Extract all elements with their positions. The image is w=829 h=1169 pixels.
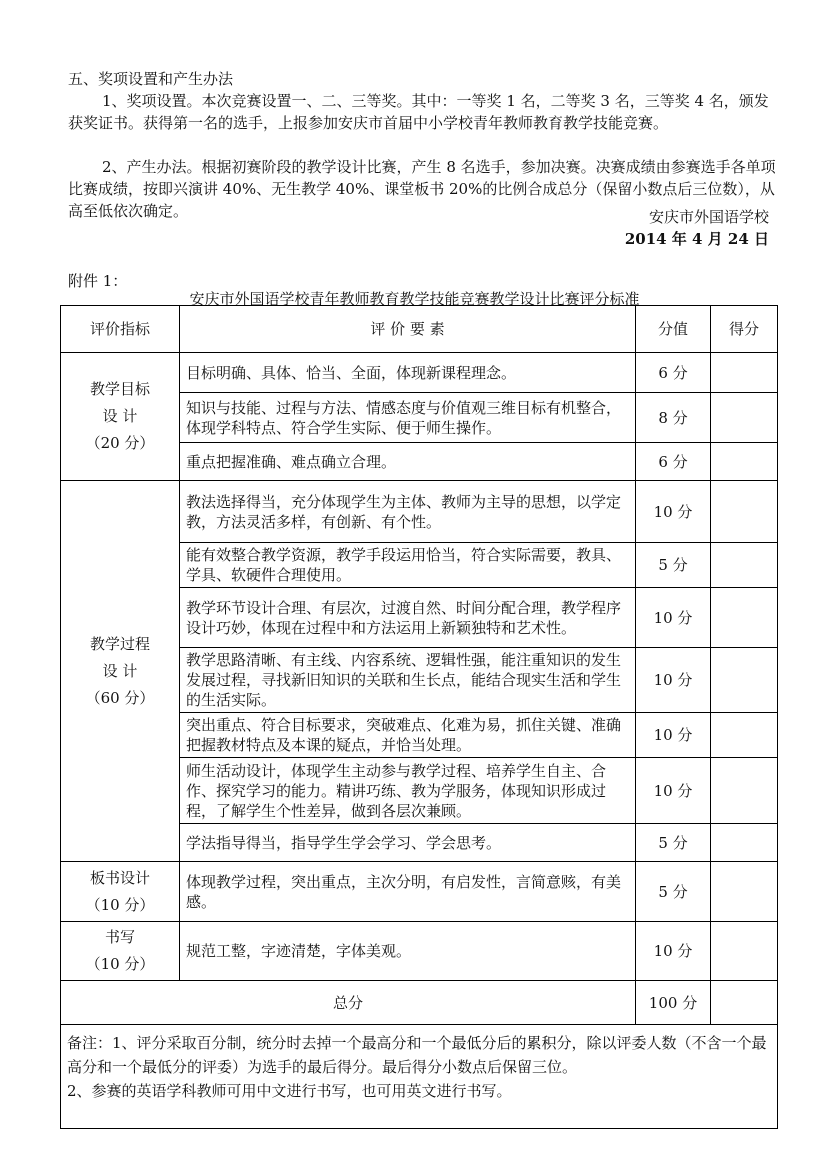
total-blank (711, 981, 778, 1025)
method-paragraph: 2、产生办法。根据初赛阶段的教学设计比赛，产生 8 名选手，参加决赛。决赛成绩由参赛选手各单项比赛成绩，按即兴演讲 40%、无生教学 40%、课堂板书 20%的比例合成总分（保留小数点后三位数），从高至低依次确定。 (68, 158, 776, 220)
score-blank-cell (711, 758, 778, 824)
category-cell: 教学目标 设 计 （20 分） (61, 353, 180, 481)
criterion-cell: 突出重点、符合目标要求，突破难点、化难为易，抓住关键、准确把握教材特点及本课的疑点，并恰当处理。 (180, 713, 636, 758)
points-cell: 10 分 (636, 481, 711, 543)
header-criteria: 评 价 要 素 (180, 306, 636, 353)
criterion-cell: 学法指导得当，指导学生学会学习、学会思考。 (180, 824, 636, 862)
category-cell: 书写 （10 分） (61, 922, 180, 981)
note-row (61, 1025, 778, 1129)
award-paragraph: 1、奖项设置。本次竞赛设置一、二、三等奖。其中：一等奖 1 名，二等奖 3 名，三等奖 4 名，颁发获奖证书。获得第一名的选手，上报参加安庆市首届中小学校青年教师教育教学技能竞赛。 (68, 92, 769, 132)
score-blank-cell (711, 588, 778, 648)
points-cell: 5 分 (636, 862, 711, 922)
criterion-cell: 目标明确、具体、恰当、全面，体现新课程理念。 (180, 353, 636, 393)
points-cell: 10 分 (636, 922, 711, 981)
points-cell: 10 分 (636, 713, 711, 758)
table-row (61, 353, 778, 393)
criterion-cell: 教学思路清晰、有主线、内容系统、逻辑性强，能注重知识的发生发展过程，寻找新旧知识的关联和生长点，能结合现实生活和学生的生活实际。 (180, 648, 636, 713)
section-heading: 五、奖项设置和产生办法 (68, 70, 234, 88)
criterion-cell: 规范工整，字迹清楚，字体美观。 (180, 922, 636, 981)
score-blank-cell (711, 922, 778, 981)
total-score: 100 分 (636, 981, 711, 1025)
score-blank-cell (711, 443, 778, 481)
score-blank-cell (711, 648, 778, 713)
points-cell: 10 分 (636, 758, 711, 824)
points-cell: 5 分 (636, 543, 711, 588)
total-label: 总分 (61, 981, 636, 1025)
signature-org: 安庆市外国语学校 (648, 208, 769, 226)
points-cell: 5 分 (636, 824, 711, 862)
header-points: 分值 (636, 306, 711, 353)
attachment-label: 附件 1： (68, 272, 128, 290)
table-row (61, 862, 778, 922)
criterion-cell: 体现教学过程，突出重点，主次分明，有启发性，言简意赅，有美感。 (180, 862, 636, 922)
note-cell (61, 1025, 778, 1129)
points-cell: 10 分 (636, 648, 711, 713)
score-blank-cell (711, 393, 778, 443)
criterion-cell: 知识与技能、过程与方法、情感态度与价值观三维目标有机整合，体现学科特点、符合学生实际、便于师生操作。 (180, 393, 636, 443)
table-header-row (61, 306, 778, 353)
scoring-table (60, 305, 778, 1129)
total-row (61, 981, 778, 1025)
score-blank-cell (711, 862, 778, 922)
table-row (61, 922, 778, 981)
note-1: 备注：1、评分采取百分制，统分时去掉一个最高分和一个最低分后的累积分，除以评委人数（不含一个最高分和一个最低分的评委）为选手的最后得分。最后得分小数点后保留三位。 (67, 1034, 767, 1076)
category-cell: 板书设计 （10 分） (61, 862, 180, 922)
criterion-cell: 师生活动设计，体现学生主动参与教学过程、培养学生自主、合作、探究学习的能力。精讲巧练、教为学服务，体现知识形成过程，了解学生个性差异，做到各层次兼顾。 (180, 758, 636, 824)
criterion-cell: 教学环节设计合理、有层次，过渡自然、时间分配合理，教学程序设计巧妙，体现在过程中和方法运用上新颖独特和艺术性。 (180, 588, 636, 648)
table-row (61, 481, 778, 543)
score-blank-cell (711, 824, 778, 862)
points-cell: 10 分 (636, 588, 711, 648)
score-blank-cell (711, 713, 778, 758)
header-indicator: 评价指标 (61, 306, 180, 353)
criterion-cell: 重点把握准确、难点确立合理。 (180, 443, 636, 481)
note-2: 2、参赛的英语学科教师可用中文进行书写，也可用英文进行书写。 (67, 1082, 512, 1100)
criterion-cell: 能有效整合教学资源，教学手段运用恰当，符合实际需要，教具、学具、软硬件合理使用。 (180, 543, 636, 588)
signature-date: 2014 年 4 月 24 日 (624, 230, 769, 248)
table-title: 安庆市外国语学校青年教师教育教学技能竞赛教学设计比赛评分标准 (189, 290, 640, 308)
points-cell: 8 分 (636, 393, 711, 443)
category-cell: 教学过程 设 计 （60 分） (61, 481, 180, 862)
points-cell: 6 分 (636, 353, 711, 393)
header-score: 得分 (711, 306, 778, 353)
score-blank-cell (711, 353, 778, 393)
score-blank-cell (711, 543, 778, 588)
points-cell: 6 分 (636, 443, 711, 481)
criterion-cell: 教法选择得当，充分体现学生为主体、教师为主导的思想，以学定教，方法灵活多样，有创新、有个性。 (180, 481, 636, 543)
score-blank-cell (711, 481, 778, 543)
